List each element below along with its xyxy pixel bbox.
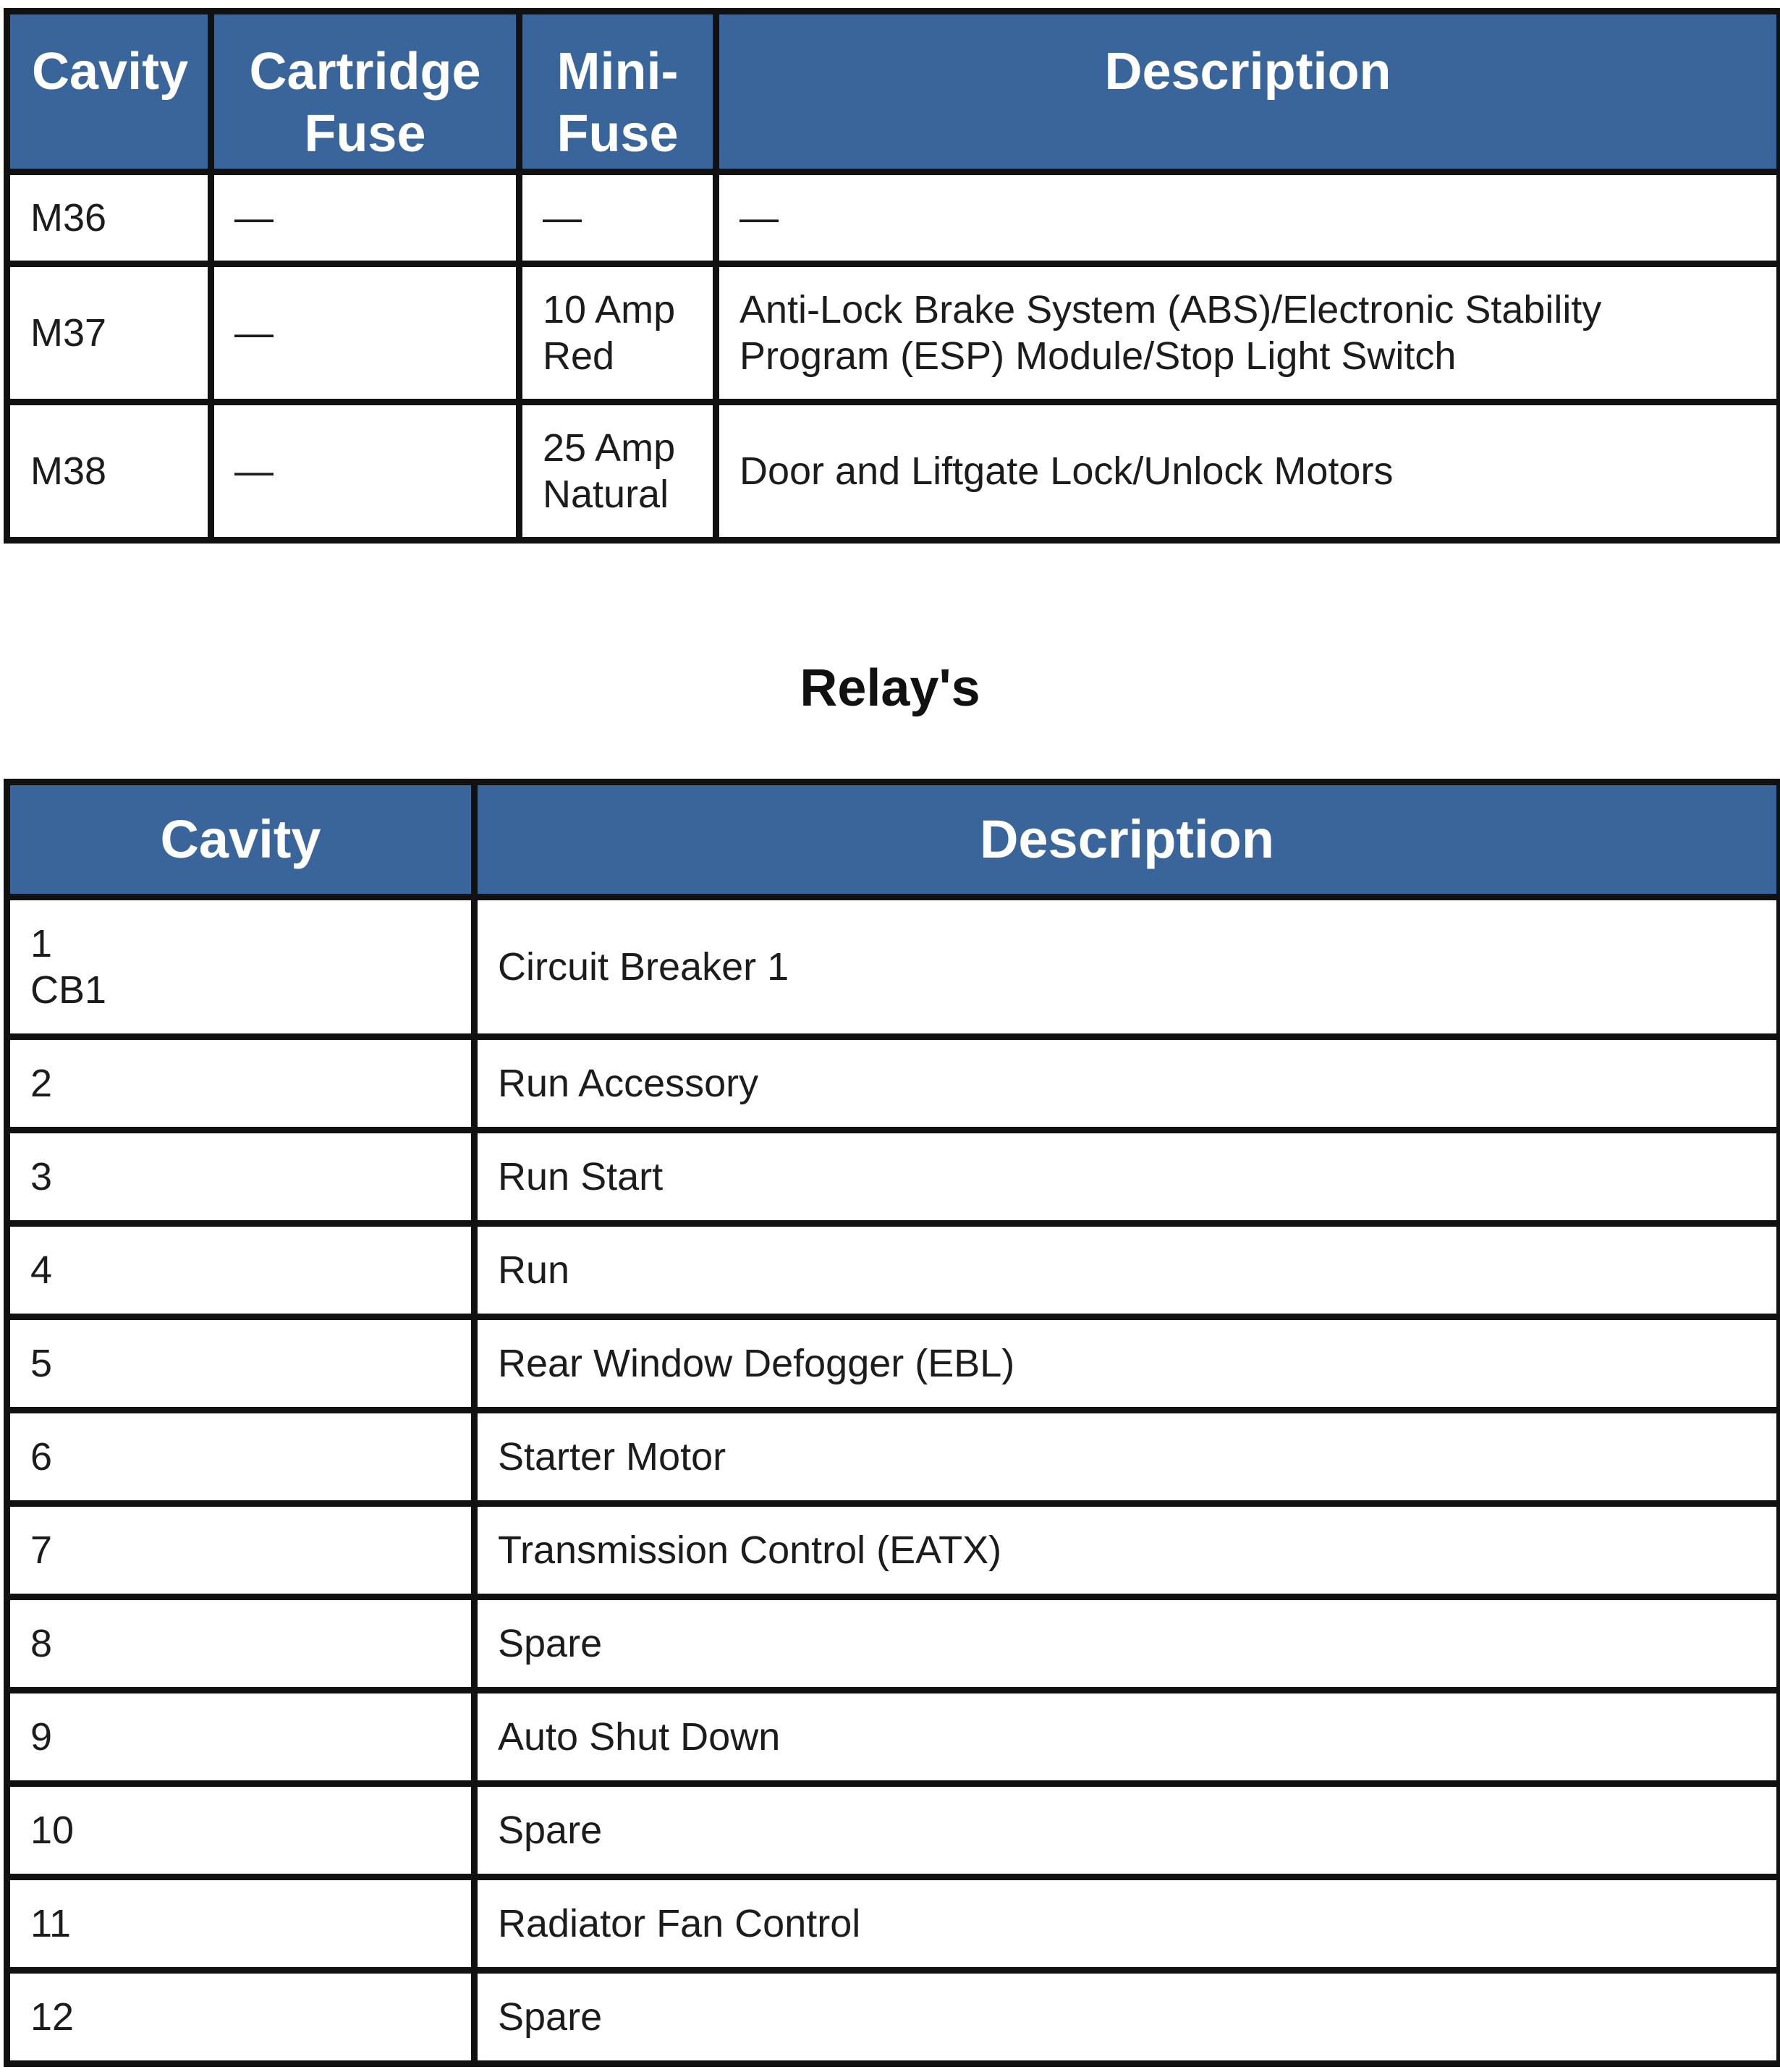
table-row [7,1037,1780,1130]
relay-description-cell: Rear Window Defogger (EBL) [475,1317,1780,1411]
table-row [7,1317,1780,1411]
table-row [7,402,1780,541]
relay-cavity-cell: 6 [7,1411,475,1504]
table-row [7,1877,1780,1971]
fuse-mini-cell: 10 Amp Red [520,264,716,402]
relays-heading: Relay's [800,659,980,717]
relay-description-cell: Transmission Control (EATX) [475,1504,1780,1597]
table-row [7,1504,1780,1597]
relay-cavity-cell: 2 [7,1037,475,1130]
relay-description-cell: Run Accessory [475,1037,1780,1130]
fuse-header-cavity: Cavity [7,12,211,172]
table-row [7,1130,1780,1224]
table-row [7,1784,1780,1877]
fuse-header-cartridge-fuse: Cartridge Fuse [211,12,520,172]
relay-description-cell: Circuit Breaker 1 [475,897,1780,1037]
relay-cavity-cell: 5 [7,1317,475,1411]
fuse-header-description: Description [716,12,1780,172]
relay-description-cell: Spare [475,1597,1780,1691]
table-row [7,897,1780,1037]
fuse-description-cell: Door and Liftgate Lock/Unlock Motors [716,402,1780,541]
relay-cavity-cell: 9 [7,1691,475,1784]
fuse-mini-cell: 25 Amp Natural [520,402,716,541]
fuse-table [4,8,1780,544]
table-row [7,264,1780,402]
fuse-table-header-row [7,12,1780,172]
relay-table [4,779,1780,2067]
relay-cavity-cell: 1 CB1 [7,897,475,1037]
relay-description-cell: Auto Shut Down [475,1691,1780,1784]
fuse-cavity-cell: M37 [7,264,211,402]
fuse-mini-cell: — [520,172,716,264]
relay-cavity-cell: 3 [7,1130,475,1224]
relay-description-cell: Radiator Fan Control [475,1877,1780,1971]
relay-header-cavity: Cavity [7,782,475,897]
table-row [7,1224,1780,1317]
table-row [7,1971,1780,2064]
table-row [7,1411,1780,1504]
relay-cavity-cell: 10 [7,1784,475,1877]
relay-description-cell: Starter Motor [475,1411,1780,1504]
relay-table-header-row [7,782,1780,897]
relay-cavity-cell: 7 [7,1504,475,1597]
fuse-cavity-cell: M38 [7,402,211,541]
relay-cavity-cell: 4 [7,1224,475,1317]
table-row [7,1691,1780,1784]
relay-cavity-cell: 11 [7,1877,475,1971]
fuse-cavity-cell: M36 [7,172,211,264]
fuse-header-mini-fuse: Mini- Fuse [520,12,716,172]
fuse-cartridge-cell: — [211,264,520,402]
table-row [7,172,1780,264]
relay-description-cell: Run [475,1224,1780,1317]
relay-cavity-cell: 8 [7,1597,475,1691]
relay-description-cell: Spare [475,1971,1780,2064]
fuse-cartridge-cell: — [211,402,520,541]
relay-cavity-cell: 12 [7,1971,475,2064]
relay-description-cell: Run Start [475,1130,1780,1224]
fuse-description-cell: — [716,172,1780,264]
relay-header-description: Description [475,782,1780,897]
fuse-description-cell: Anti-Lock Brake System (ABS)/Electronic Stability Program (ESP) Module/Stop Light Switch [716,264,1780,402]
fuse-cartridge-cell: — [211,172,520,264]
relay-description-cell: Spare [475,1784,1780,1877]
table-row [7,1597,1780,1691]
